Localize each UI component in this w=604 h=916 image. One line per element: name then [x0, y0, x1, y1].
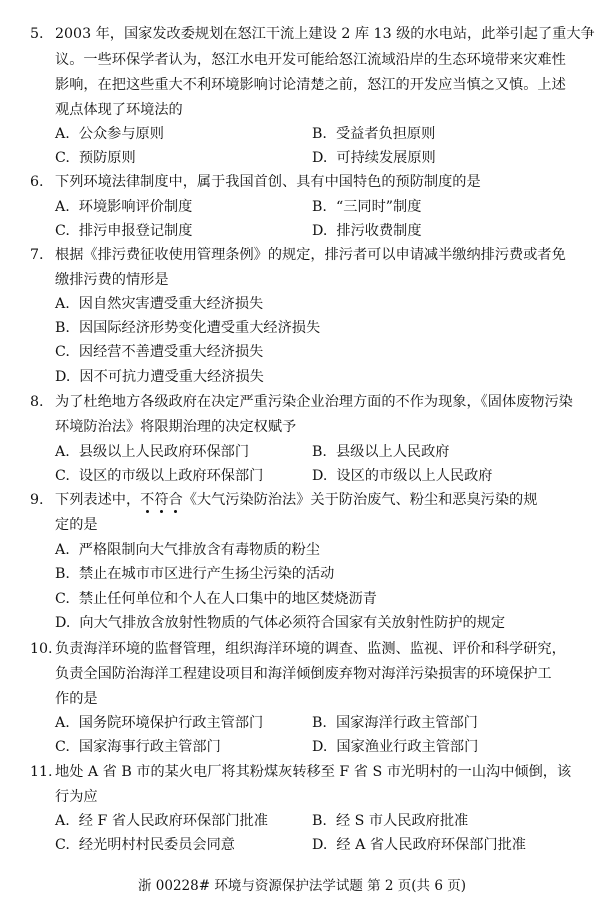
option-text: 公众参与原则: [78, 126, 164, 142]
option-letter: C.: [55, 591, 70, 607]
option-letter: B.: [312, 444, 327, 460]
option-d: [55, 367, 264, 387]
option-a: [55, 540, 320, 560]
option-text: 预防原则: [78, 150, 136, 166]
option-b: [312, 124, 435, 144]
option-text: 国家渔业行政主管部门: [336, 739, 479, 755]
option-text: 可持续发展原则: [336, 150, 436, 166]
option-letter: C.: [55, 223, 70, 239]
option-b: [312, 442, 449, 462]
option-letter: B.: [55, 320, 70, 336]
option-letter: B.: [312, 199, 327, 215]
option-text: 县级以上人民政府环保部门: [78, 444, 250, 460]
option-b: [312, 713, 478, 733]
option-text: 排污申报登记制度: [78, 223, 193, 239]
option-a: [55, 294, 263, 314]
option-text: “三同时”制度: [335, 199, 422, 215]
question-stem-line: 负责全国防治海洋工程建设项目和海洋倾倒废弃物对海洋污染损害的环境保护工: [55, 666, 552, 682]
option-letter: A.: [55, 813, 70, 829]
option-text: 排污收费制度: [336, 223, 422, 239]
option-text: 因自然灾害遭受重大经济损失: [78, 296, 264, 312]
question-stem-line: 环境防治法》将限期治理的决定权赋予: [55, 419, 297, 435]
question-stem-line: 议。一些环保学者认为，怒江水电开发可能给怒江流域沿岸的生态环境带来灾难性: [55, 52, 566, 68]
page-footer: 浙 00228# 环境与资源保护法学试题 第 2 页(共 6 页): [137, 878, 466, 894]
option-b: [312, 811, 468, 831]
option-c: [55, 148, 136, 168]
option-text: 设区的市级以上政府环保部门: [78, 468, 264, 484]
option-letter: B.: [312, 126, 327, 142]
option-c: [55, 737, 221, 757]
option-letter: B.: [312, 715, 327, 731]
option-d: [312, 148, 436, 168]
option-letter: A.: [55, 199, 70, 215]
option-letter: C.: [55, 468, 70, 484]
option-c: [55, 342, 263, 362]
option-text: 受益者负担原则: [335, 126, 436, 142]
option-letter: A.: [55, 126, 70, 142]
question-stem-line: 为了杜绝地方各级政府在决定严重污染企业治理方面的不作为现象，《固体废物污染: [55, 394, 573, 410]
option-c: [55, 221, 192, 241]
option-d: [312, 466, 493, 486]
question-stem-line: [55, 490, 537, 510]
option-d: [55, 613, 505, 633]
question-number: 5.: [30, 26, 44, 42]
question-number: 8.: [30, 394, 44, 410]
option-text: 禁止在城市市区进行产生扬尘污染的活动: [78, 566, 335, 582]
stem-text: 下列表述中，: [55, 492, 141, 508]
option-text: 县级以上人民政府: [335, 444, 450, 460]
option-letter: A.: [55, 542, 70, 558]
question-number: 10.: [30, 641, 53, 657]
question-stem-line: 负责海洋环境的监督管理，组织海洋环境的调查、监测、监视、评价和科学研究，: [55, 641, 566, 657]
option-d: [312, 221, 422, 241]
option-text: 国家海洋行政主管部门: [335, 715, 478, 731]
option-text: 经 F 省人民政府环保部门批准: [78, 813, 268, 829]
option-letter: C.: [55, 150, 70, 166]
question-stem-line: 观点体现了环境法的: [55, 102, 183, 118]
option-text: 经光明村村民委员会同意: [78, 837, 235, 853]
option-text: 严格限制向大气排放含有毒物质的粉尘: [78, 542, 320, 558]
question-number: 11.: [30, 764, 53, 780]
option-b: [312, 197, 421, 217]
question-number: 9.: [30, 492, 44, 508]
option-b: [55, 564, 334, 584]
option-text: 国家海事行政主管部门: [78, 739, 221, 755]
option-text: 向大气排放含放射性物质的气体必须符合国家有关放射性防护的规定: [79, 615, 506, 631]
option-text: 禁止任何单位和个人在人口集中的地区焚烧沥青: [78, 591, 377, 607]
option-text: 环境影响评价制度: [78, 199, 193, 215]
option-letter: B.: [312, 813, 327, 829]
question-stem-line: 行为应: [55, 789, 98, 805]
question-stem-line: 缴排污费的情形是: [55, 272, 169, 288]
option-letter: C.: [55, 739, 70, 755]
question-stem-line: 影响，在把这些重大不利环境影响讨论清楚之前，怒江的开发应当慎之又慎。上述: [55, 77, 566, 93]
question-stem-line: 作的是: [55, 691, 98, 707]
option-letter: D.: [312, 223, 328, 239]
option-letter: D.: [312, 468, 328, 484]
option-text: 经 S 市人民政府批准: [335, 813, 469, 829]
question-stem-line: 地处 A 省 B 市的某火电厂将其粉煤灰转移至 F 省 S 市光明村的一山沟中倾倒，该: [55, 764, 572, 780]
option-letter: C.: [55, 837, 70, 853]
option-a: [55, 811, 268, 831]
option-a: [55, 124, 164, 144]
question-number: 6.: [30, 174, 44, 190]
option-text: 设区的市级以上人民政府: [336, 468, 493, 484]
option-letter: D.: [312, 150, 328, 166]
option-c: [55, 466, 263, 486]
option-b: [55, 318, 320, 338]
option-letter: D.: [55, 369, 71, 385]
option-a: [55, 197, 192, 217]
option-letter: D.: [312, 739, 328, 755]
option-letter: A.: [55, 444, 70, 460]
emphasis-dots: [140, 510, 183, 514]
question-stem-line: 下列环境法律制度中，属于我国首创、具有中国特色的预防制度的是: [55, 174, 481, 190]
stem-text: 《大气污染防治法》关于防治废气、粉尘和恶臭污染的规: [182, 492, 538, 508]
question-number: 7.: [30, 247, 44, 263]
option-text: 因不可抗力遭受重大经济损失: [79, 369, 264, 385]
option-c: [55, 589, 377, 609]
option-c: [55, 835, 235, 855]
emphasized-term: 不符合: [140, 492, 183, 508]
option-letter: D.: [55, 615, 71, 631]
option-a: [55, 442, 249, 462]
question-stem-line: 定的是: [55, 517, 98, 533]
option-letter: C.: [55, 344, 70, 360]
question-stem-line: 2003 年，国家发改委规划在怒江干流上建设 2 库 13 级的水电站，此举引起了重大争: [55, 26, 595, 42]
option-letter: A.: [55, 296, 70, 312]
option-text: 国务院环境保护行政主管部门: [78, 715, 264, 731]
option-letter: D.: [312, 837, 328, 853]
option-text: 因国际经济形势变化遭受重大经济损失: [78, 320, 321, 336]
option-text: 经 A 省人民政府环保部门批准: [336, 837, 526, 853]
option-a: [55, 713, 263, 733]
question-stem-line: 根据《排污费征收使用管理条例》的规定，排污者可以申请减半缴纳排污费或者免: [55, 247, 566, 263]
option-letter: A.: [55, 715, 70, 731]
option-letter: B.: [55, 566, 70, 582]
option-text: 因经营不善遭受重大经济损失: [78, 344, 264, 360]
option-d: [312, 835, 526, 855]
option-d: [312, 737, 478, 757]
